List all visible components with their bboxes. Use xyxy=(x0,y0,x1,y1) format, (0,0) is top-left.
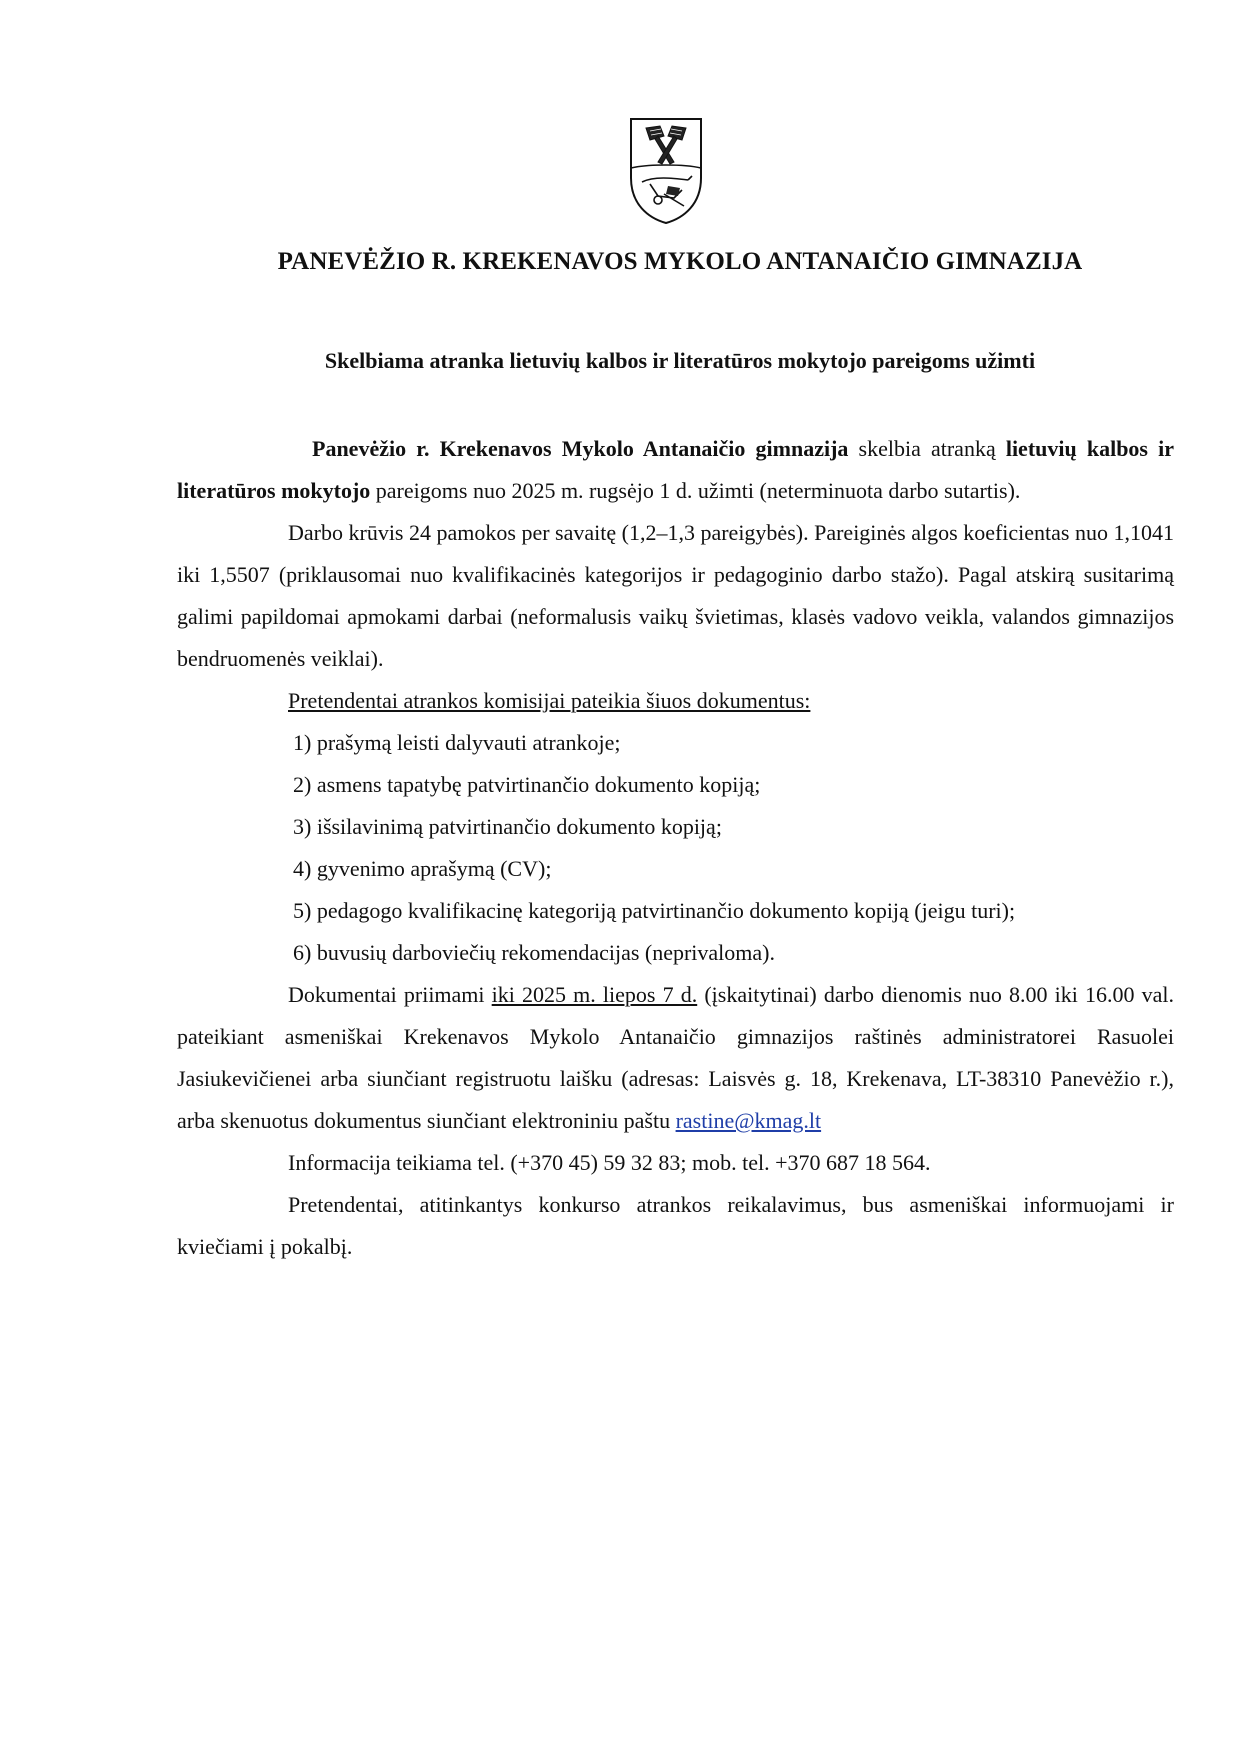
list-item: 1) prašymą leisti dalyvauti atrankoje; xyxy=(293,730,621,755)
coat-of-arms-icon xyxy=(628,116,704,226)
submission-text-1: Dokumentai priimami xyxy=(288,982,492,1007)
documents-heading-text: Pretendentai atrankos komisijai pateikia šiuos dokumentus: xyxy=(288,688,811,713)
list-item: 3) išsilavinimą patvirtinančio dokumento kopiją; xyxy=(293,814,722,839)
contact-paragraph: Informacija teikiama tel. (+370 45) 59 32 83; mob. tel. +370 687 18 564. xyxy=(288,1150,931,1175)
submission-deadline: iki 2025 m. liepos 7 d. xyxy=(491,982,698,1007)
school-name-inline: Panevėžio r. Krekenavos Mykolo Antanaičio gimnazija xyxy=(312,436,849,461)
email-link[interactable]: rastine@kmag.lt xyxy=(675,1108,822,1133)
list-item: 6) buvusių darboviečių rekomendacijas (neprivaloma). xyxy=(293,940,776,965)
submission-text-2: (įskaitytinai) darbo dienomis nuo 8.00 iki 16.00 val. pateikiant asmeniškai Krekenavos Mykolo Antanaičio gimnazijos raštinės administratorei Rasuolei Jasiukevičienei arba siunčiant registruotu laišku (adresas: Laisvės g. 18, Krekenava, LT-38310 Panevėžio r.), arba skenuotus dokumentus siunčiant elektroniniu paštu xyxy=(177,982,1175,1133)
submission-paragraph xyxy=(177,974,1174,1142)
documents-heading xyxy=(177,680,1174,722)
list-item: 5) pedagogo kvalifikacinę kategoriją patvirtinančio dokumento kopiją (jeigu turi); xyxy=(293,898,1016,923)
intro-text-2: pareigoms nuo 2025 m. rugsėjo 1 d. užimti (neterminuota darbo sutartis). xyxy=(370,478,1021,503)
workload-paragraph: Darbo krūvis 24 pamokos per savaitę (1,2–1,3 pareigybės). Pareiginės algos koeficientas nuo 1,1041 iki 1,5507 (priklausomai nuo kvalifikacinės kategorijos ir pedagoginio darbo stažo). Pagal atskirą susitarimą galimi papildomai apmokami darbai (neformalusis vaikų švietimas, klasės vadovo veikla, valandos gimnazijos bendruomenės veiklai). xyxy=(177,520,1174,671)
intro-paragraph xyxy=(177,428,1174,512)
list-item: 2) asmens tapatybę patvirtinančio dokumento kopiją; xyxy=(293,772,761,797)
notice-title: Skelbiama atranka lietuvių kalbos ir literatūros mokytojo pareigoms užimti xyxy=(324,348,1036,373)
school-name: PANEVĖŽIO R. KREKENAVOS MYKOLO ANTANAIČIO GIMNAZIJA xyxy=(277,248,1083,275)
intro-text-1: skelbia atranką xyxy=(848,436,1006,461)
notice-body xyxy=(177,428,1174,1268)
closing-paragraph: Pretendentai, atitinkantys konkurso atrankos reikalavimus, bus asmeniškai informuojami ir kviečiami į pokalbį. xyxy=(177,1192,1174,1259)
position-name: lietuvių kalbos ir literatūros mokytojo xyxy=(177,436,1174,503)
list-item: 4) gyvenimo aprašymą (CV); xyxy=(293,856,552,881)
